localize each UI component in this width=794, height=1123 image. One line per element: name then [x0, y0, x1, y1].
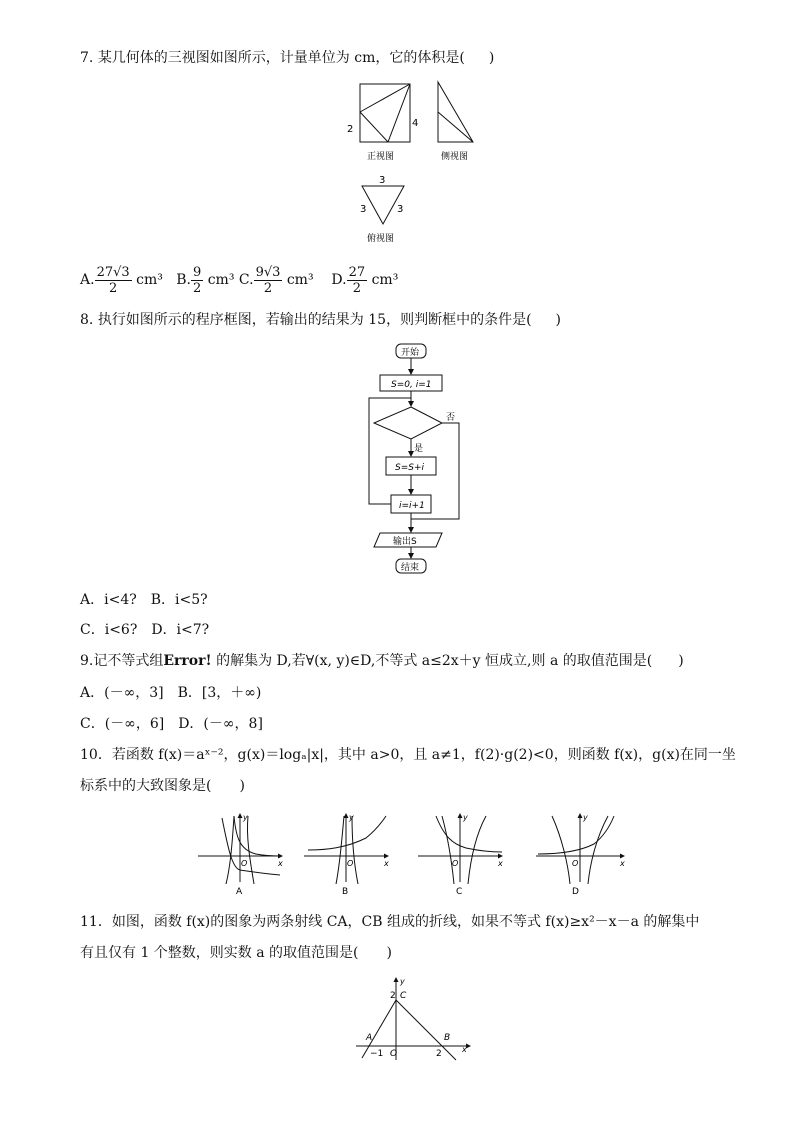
q8-options-row1[interactable]: A．i<4? B．i<5?	[80, 592, 208, 608]
option-fraction	[191, 265, 203, 296]
frac-num: 9√3	[255, 264, 281, 280]
q7-option-a[interactable]	[80, 264, 167, 296]
frac-den: 2	[192, 280, 202, 296]
flow-decision	[374, 407, 442, 439]
q9-stem-text-b: 的解集为 D,若∀(x, y)∈D,不等式 a≤2x＋y 恒成立,则 a 的取值范围是(	[211, 653, 653, 669]
graph-b-y: y	[349, 813, 354, 822]
q11-line1: 11．如图，函数 f(x)的图象为两条射线 CA，CB 组成的折线，如果不等式 f(x)≥x²－x－a 的解集中	[80, 914, 700, 930]
option-fraction	[254, 265, 283, 296]
q11-two-y: 2	[390, 991, 396, 1001]
q7-option-d[interactable]	[331, 264, 399, 296]
flow-init-label: S=0, i=1	[391, 380, 432, 390]
flow-inc-label: i=i+1	[399, 501, 425, 511]
frac-den: 2	[263, 280, 273, 296]
graph-a[interactable]	[198, 814, 282, 884]
graph-b[interactable]	[304, 814, 388, 884]
graph-c-label: C	[456, 887, 463, 897]
graph-d-label: D	[572, 887, 579, 897]
q9-options-row2[interactable]: C．(－∞，6] D．(－∞，8]	[80, 716, 263, 732]
frac-den: 2	[108, 280, 118, 296]
option-unit: cm³	[136, 272, 163, 288]
q11-figure	[352, 974, 472, 1064]
dim-3-left: 3	[360, 204, 367, 215]
option-key: C.	[238, 272, 254, 288]
q7-stem-close: )	[488, 50, 495, 66]
q11-x-label: x	[462, 1045, 467, 1054]
side-view-label: 侧视图	[441, 152, 469, 162]
q11-point-a: A	[366, 1033, 373, 1043]
q7-stem	[80, 48, 494, 68]
q11-two-x: 2	[436, 1049, 442, 1059]
graph-b-x: x	[384, 859, 389, 868]
flow-yes-label: 是	[414, 444, 424, 454]
graph-d-y: y	[583, 813, 588, 822]
q11-y-label: y	[400, 977, 405, 986]
dim-4: 4	[412, 118, 419, 129]
flow-end-label: 结束	[401, 563, 420, 573]
top-view-label: 俯视图	[367, 234, 395, 244]
graph-b-label: B	[342, 887, 349, 897]
q8-flowchart	[360, 340, 470, 580]
graph-a-x: x	[278, 859, 283, 868]
q9-error-text: Error!	[163, 653, 212, 669]
q10-line1: 10．若函数 f(x)＝aˣ⁻²，g(x)＝logₐ|x|，其中 a>0，且 a≠1，f(2)·g(2)<0，则函数 f(x)，g(x)在同一坐	[80, 747, 736, 763]
option-key: A.	[80, 272, 95, 288]
q8-stem	[80, 310, 561, 330]
flow-start-label: 开始	[401, 348, 420, 358]
q8-stem-text: 执行如图所示的程序框图，若输出的结果为 15，则判断框中的条件是(	[97, 312, 532, 328]
front-view	[360, 84, 410, 142]
option-key: B.	[176, 272, 191, 288]
graph-a-origin: O	[241, 859, 248, 868]
frac-num: 27	[348, 264, 366, 280]
q11-neg1: −1	[370, 1049, 384, 1059]
flow-no-label: 否	[446, 413, 456, 423]
q7-option-b[interactable]	[176, 264, 239, 296]
q7-number: 7.	[80, 50, 94, 66]
q8-number: 8.	[80, 312, 94, 328]
q11-line2: 有且仅有 1 个整数，则实数 a 的取值范围是( )	[80, 945, 392, 961]
graph-d-origin: O	[572, 859, 579, 868]
graph-d[interactable]	[536, 814, 624, 884]
dim-3-top: 3	[379, 175, 386, 186]
graph-d-x: x	[620, 859, 625, 868]
q9-stem-text: 9.记不等式组	[80, 653, 164, 669]
q11-origin: O	[390, 1049, 398, 1059]
frac-den: 2	[352, 280, 361, 296]
ray-cb	[396, 1000, 456, 1060]
graph-c-origin: O	[452, 859, 459, 868]
q9-stem-close: )	[678, 653, 684, 669]
dim-3-right: 3	[397, 204, 404, 215]
graph-a-label: A	[236, 887, 243, 897]
option-unit: cm³	[286, 272, 314, 288]
graph-a-y: y	[243, 813, 248, 822]
q10-graphs	[196, 808, 636, 900]
option-unit: cm³	[207, 272, 235, 288]
side-view	[438, 82, 473, 142]
q11-point-b: B	[444, 1033, 451, 1043]
q7-stem-text: 某几何体的三视图如图所示，计量单位为 cm，它的体积是(	[97, 50, 465, 66]
q9-stem	[80, 651, 684, 671]
q11-point-c: C	[400, 991, 407, 1001]
option-fraction	[347, 265, 368, 296]
graph-c-x: x	[498, 859, 503, 868]
option-key: D.	[331, 272, 347, 288]
q8-options-row2[interactable]: C．i<6? D．i<7?	[80, 622, 210, 638]
frac-num: 27√3	[96, 264, 130, 280]
q7-three-view-figure	[340, 76, 480, 251]
q10-line2: 标系中的大致图象是( )	[80, 778, 245, 794]
option-fraction	[95, 265, 132, 296]
graph-c-y: y	[463, 813, 468, 822]
q7-options	[80, 262, 398, 298]
graph-c[interactable]	[418, 814, 502, 884]
q8-stem-close: )	[555, 312, 562, 328]
q7-option-c[interactable]	[238, 264, 318, 296]
flow-sum-label: S=S+i	[395, 463, 425, 473]
dim-2: 2	[347, 124, 354, 135]
front-view-label: 正视图	[367, 152, 395, 162]
flow-output-label: 输出S	[393, 537, 417, 547]
frac-num: 9	[192, 264, 202, 280]
graph-b-origin: O	[347, 859, 354, 868]
option-unit: cm³	[371, 272, 399, 288]
q9-options-row1[interactable]: A．(－∞，3] B．[3，＋∞)	[80, 685, 262, 701]
